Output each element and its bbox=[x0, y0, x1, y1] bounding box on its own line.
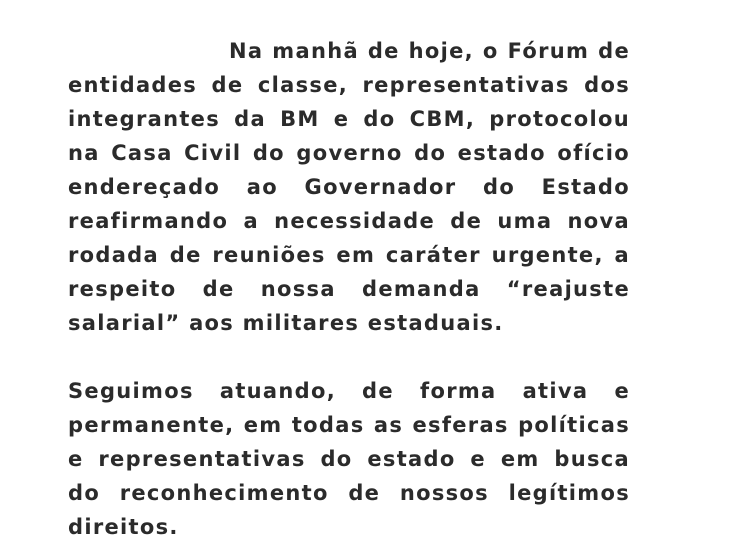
document-body bbox=[68, 34, 630, 544]
paragraph-announcement: Na manhã de hoje, o Fórum de entidades de classe, representativas dos integrantes da BM e do CBM, protocolou na Casa Civil do governo do estado ofício endereçado ao Governador do Estado reafirmando a necessidade de uma nova rodada de reuniões em caráter urgente, a respeito de nossa demanda “reajuste salarial” aos militares estaduais. bbox=[68, 39, 630, 335]
paragraph-statement: Seguimos atuando, de forma ativa e permanente, em todas as esferas políticas e representativas do estado e em busca do reconhecimento de nossos legítimos direitos. bbox=[68, 379, 630, 539]
